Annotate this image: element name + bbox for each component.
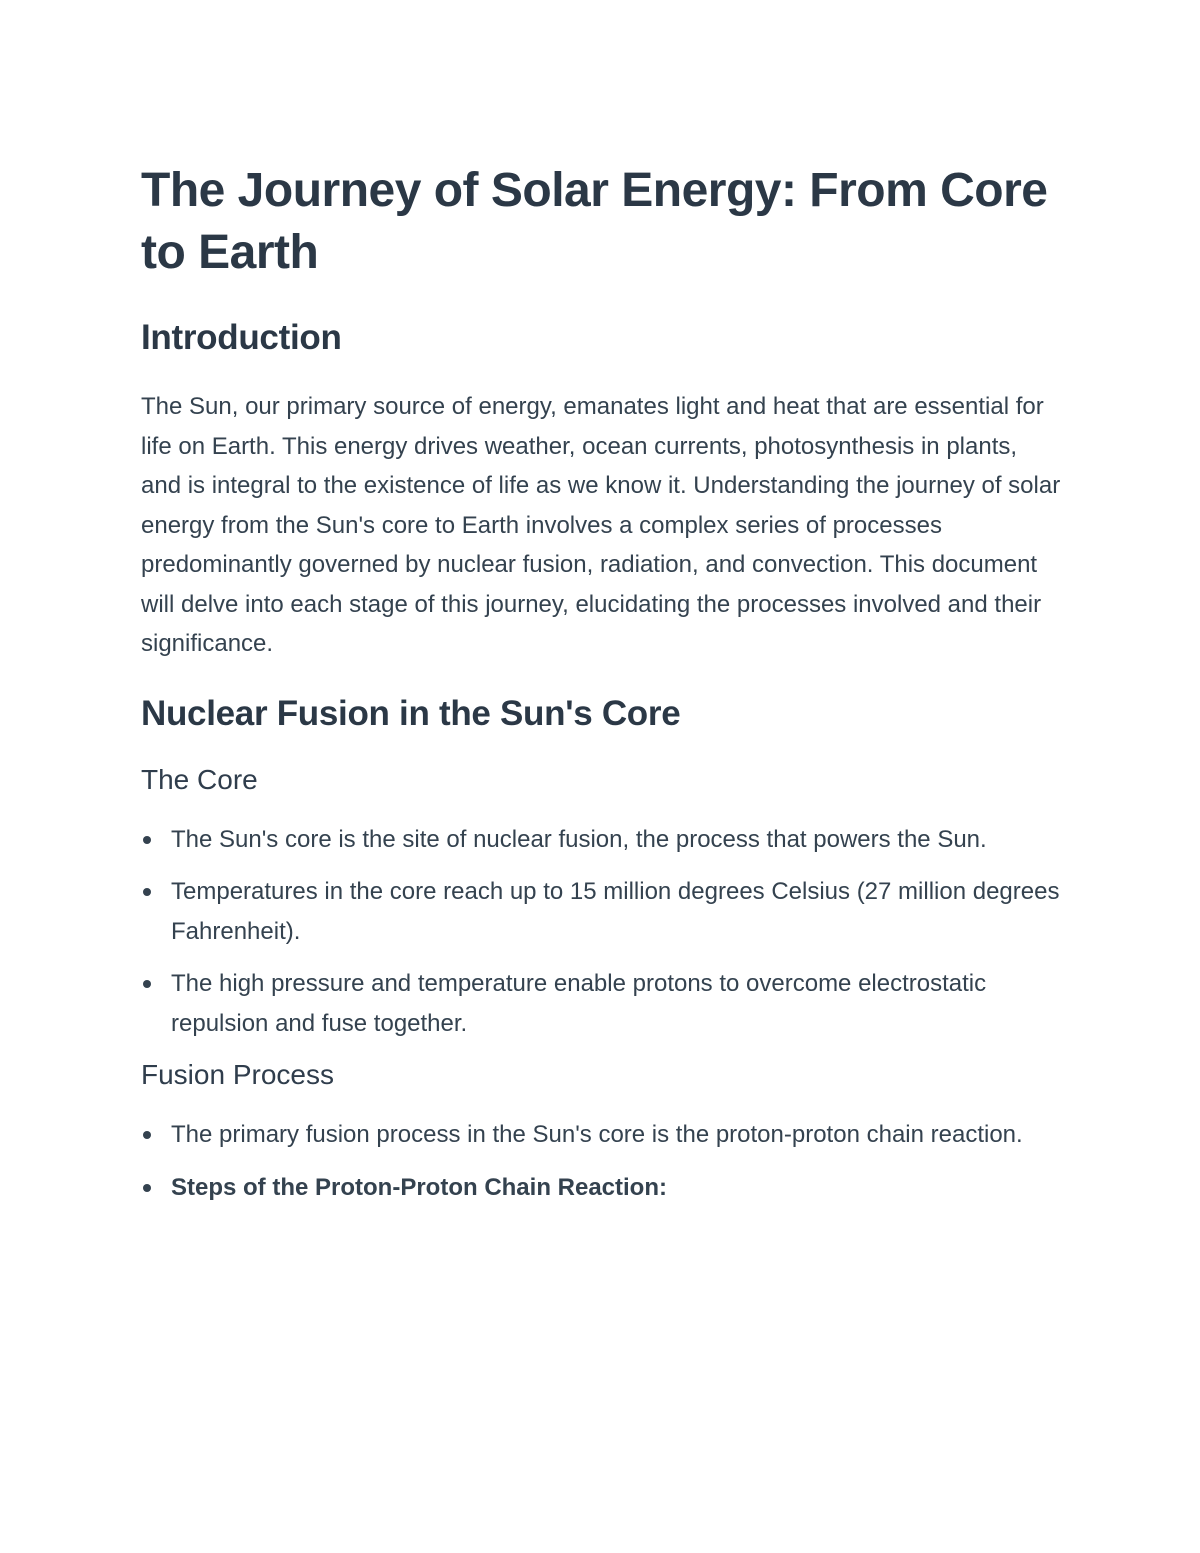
list-item-text: Steps of the Proton-Proton Chain Reaction: (171, 1173, 667, 1201)
the-core-subheading: The Core (141, 763, 258, 795)
bullet-icon (143, 1131, 151, 1139)
list-item-text: The primary fusion process in the Sun's core is the proton-proton chain reaction. (171, 1121, 1023, 1148)
fusion-process-bullet-list (141, 1115, 1061, 1207)
list-item-text: The Sun's core is the site of nuclear fusion, the process that powers the Sun. (171, 825, 987, 853)
bullet-icon (143, 836, 151, 844)
core-bullet-list (141, 820, 1061, 1044)
list-item (141, 872, 1061, 951)
list-item (141, 1168, 1061, 1208)
bullet-icon (143, 1184, 151, 1192)
list-item (141, 964, 1061, 1043)
document-title: The Journey of Solar Energy: From Core to Earth (141, 164, 1048, 279)
introduction-heading: Introduction (141, 318, 342, 357)
list-item (141, 820, 1061, 860)
bullet-icon (143, 888, 151, 896)
fusion-process-subheading: Fusion Process (141, 1059, 334, 1090)
list-item-text: The high pressure and temperature enable protons to overcome electrostatic repulsion and fuse together. (171, 970, 987, 1037)
list-item (141, 1115, 1061, 1155)
nuclear-fusion-heading: Nuclear Fusion in the Sun's Core (141, 693, 681, 733)
list-item-text: Temperatures in the core reach up to 15 million degrees Celsius (27 million degrees Fahrenheit). (171, 878, 1060, 945)
bullet-icon (143, 980, 151, 988)
introduction-paragraph: The Sun, our primary source of energy, emanates light and heat that are essential for life on Earth. This energy drives weather, ocean currents, photosynthesis in plants, and is integral to the existence of life as we know it. Understanding the journey of solar energy from the Sun's core to Earth involves a complex series of processes predominantly governed by nuclear fusion, radiation, and convection. This document will delve into each stage of this journey, elucidating the processes involved and their significance. (141, 393, 1061, 657)
document-page (141, 160, 1061, 1220)
